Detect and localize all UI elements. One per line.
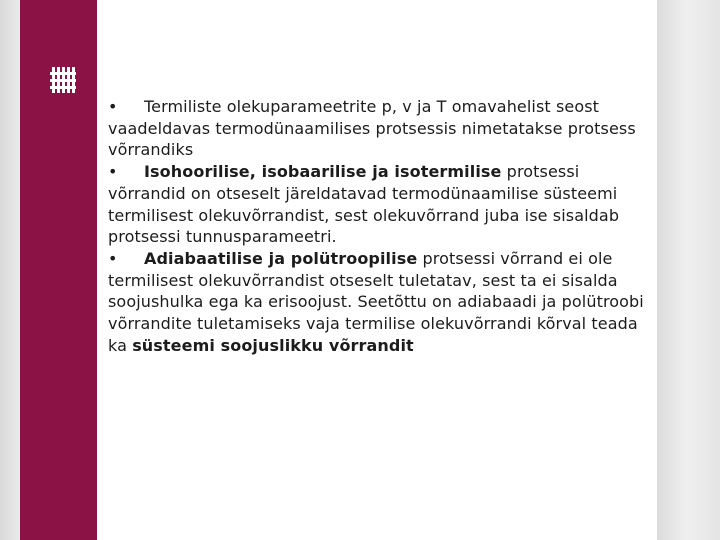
bullet: •: [108, 162, 118, 182]
paragraph-text: protsessi võrrandid on otseselt järeldatavad termodünaamilise süsteemi termilisest olekuvõrrandist, sest olekuvõrrand juba ise sisaldab protsessi tunnusparameetri.: [108, 162, 620, 247]
bullet: •: [108, 248, 118, 268]
bold-term: Adiabaatilise ja polütroopilise: [144, 248, 418, 268]
paragraph-text: Termiliste olekuparameetrite p, v ja T omavahelist seost vaadeldavas termodünaamilises protsessis nimetatakse protsess võrrandiks: [108, 97, 636, 160]
grid-logo-icon: [50, 67, 76, 93]
bold-term-end: süsteemi soojuslikku võrrandit: [132, 335, 414, 355]
paragraph-3: [108, 248, 653, 357]
paragraph-1: [108, 96, 653, 161]
bullet: •: [108, 97, 118, 116]
slide-text-body: [108, 96, 653, 356]
paragraph-2: [108, 161, 653, 248]
paragraph-text: protsessi võrrand ei ole termilisest olekuvõrrandist otseselt tuletatav, sest ta ei sisalda soojushulka ega ka erisoojust. Seetõttu on adiabaadi ja polütroobi võrrandite tuletamiseks vaja termilise olekuvõrrandi kõrval teada ka: [108, 248, 644, 355]
right-decorative-band: [657, 0, 720, 540]
bold-term: Isohoorilise, isobaarilise ja isotermilise: [144, 162, 502, 182]
